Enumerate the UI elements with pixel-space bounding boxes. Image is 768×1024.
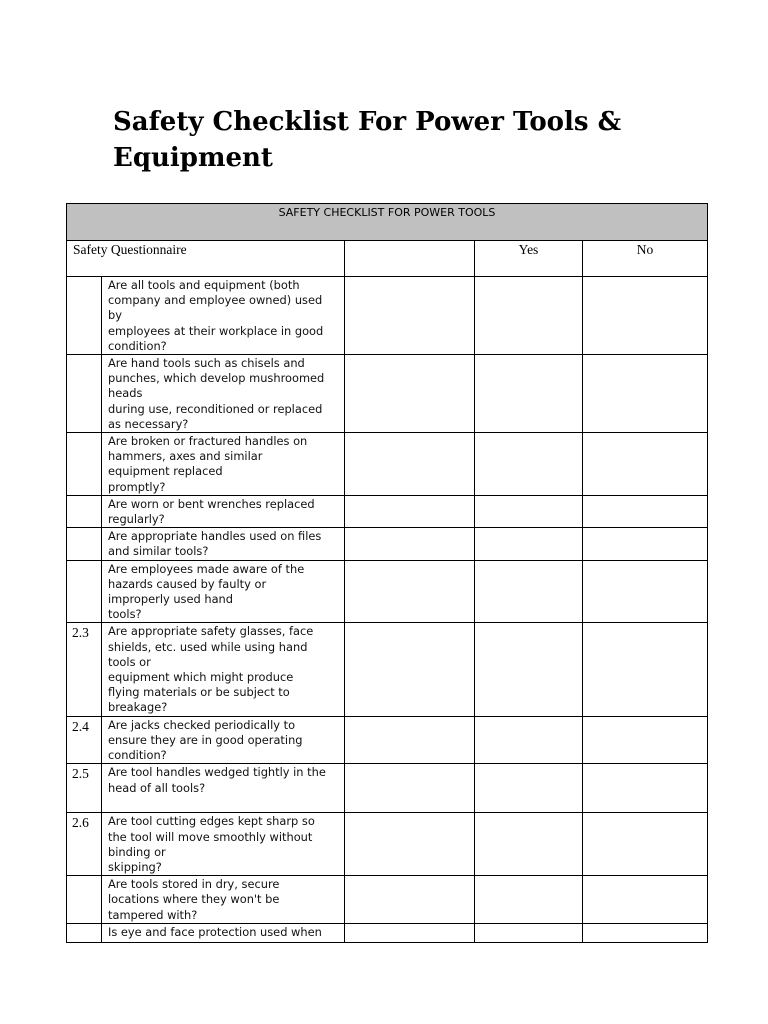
- yes-answer-cell[interactable]: [475, 528, 583, 560]
- question-cell: [102, 528, 345, 560]
- notes-cell[interactable]: [345, 764, 475, 813]
- row-number: [67, 277, 101, 281]
- question-text: Are worn or bent wrenches replaced regularly?: [108, 496, 315, 527]
- question-text: Are employees made aware of the hazards caused by faulty or improperly used hand tools?: [108, 561, 305, 622]
- column-header-no-label: No: [636, 242, 654, 257]
- question-text: Are all tools and equipment (both company and employee owned) used by employees at their workplace in good condition?: [108, 278, 324, 353]
- notes-cell[interactable]: [345, 355, 475, 433]
- table-row: [67, 813, 708, 876]
- row-number: 2.3: [72, 625, 89, 641]
- safety-checklist-table: [66, 203, 708, 943]
- column-header-row: [67, 241, 708, 277]
- column-header-question: [67, 241, 345, 277]
- notes-cell[interactable]: [345, 716, 475, 764]
- notes-cell[interactable]: [345, 495, 475, 527]
- question-text: Are appropriate safety glasses, face shields, etc. used while using hand tools or equipment which might produce flying materials or be subject to breakage?: [108, 624, 314, 715]
- question-cell: [102, 560, 345, 623]
- row-number: [67, 876, 101, 880]
- row-number: [67, 355, 101, 359]
- no-answer-cell[interactable]: [583, 716, 708, 764]
- no-answer-cell[interactable]: [583, 277, 708, 355]
- no-answer-cell[interactable]: [583, 560, 708, 623]
- row-number-cell: [67, 764, 102, 813]
- table-row: [67, 277, 708, 355]
- yes-answer-cell[interactable]: [475, 623, 583, 716]
- yes-answer-cell[interactable]: [475, 923, 583, 942]
- notes-cell[interactable]: [345, 813, 475, 876]
- row-number-cell: [67, 433, 102, 496]
- row-number-cell: [67, 623, 102, 716]
- question-text: Are tool cutting edges kept sharp so the tool will move smoothly without binding or skipping?: [108, 814, 315, 874]
- column-header-no: [583, 241, 708, 277]
- yes-answer-cell[interactable]: [475, 876, 583, 924]
- yes-answer-cell[interactable]: [475, 355, 583, 433]
- row-number: [67, 433, 101, 437]
- row-number-cell: [67, 355, 102, 433]
- question-text: Are broken or fractured handles on hammers, axes and similar equipment replaced promptly?: [108, 434, 308, 494]
- table-row: [67, 764, 708, 813]
- table-row: [67, 528, 708, 560]
- row-number-cell: [67, 923, 102, 942]
- question-text: Are jacks checked periodically to ensure they are in good operating condition?: [108, 717, 303, 763]
- row-number-cell: [67, 560, 102, 623]
- no-answer-cell[interactable]: [583, 528, 708, 560]
- notes-cell[interactable]: [345, 623, 475, 716]
- question-cell: [102, 923, 345, 942]
- question-cell: [102, 355, 345, 433]
- question-text: Are tool handles wedged tightly in the head of all tools?: [108, 765, 326, 795]
- row-number-cell: [67, 528, 102, 560]
- yes-answer-cell[interactable]: [475, 813, 583, 876]
- question-text: Are hand tools such as chisels and punches, which develop mushroomed heads during use, reconditioned or replaced as necessary?: [108, 356, 325, 431]
- table-header-row: [67, 204, 708, 241]
- row-number: 2.5: [72, 766, 89, 782]
- no-answer-cell[interactable]: [583, 876, 708, 924]
- table-row: [67, 433, 708, 496]
- question-cell: [102, 433, 345, 496]
- table-row: [67, 716, 708, 764]
- question-cell: [102, 623, 345, 716]
- table-row: [67, 923, 708, 942]
- page-title-line-1: Safety Checklist For Power Tools &: [113, 107, 622, 137]
- no-answer-cell[interactable]: [583, 623, 708, 716]
- row-number-cell: [67, 716, 102, 764]
- row-number: [67, 528, 101, 532]
- table-row: [67, 495, 708, 527]
- page-title: [113, 104, 633, 176]
- table-row: [67, 355, 708, 433]
- no-answer-cell[interactable]: [583, 813, 708, 876]
- question-text: Are appropriate handles used on files and similar tools?: [108, 529, 322, 559]
- table-header: [67, 204, 708, 241]
- table-row: [67, 623, 708, 716]
- table-row: [67, 876, 708, 924]
- question-cell: [102, 764, 345, 813]
- row-number: [67, 496, 101, 500]
- notes-cell[interactable]: [345, 876, 475, 924]
- yes-answer-cell[interactable]: [475, 560, 583, 623]
- no-answer-cell[interactable]: [583, 355, 708, 433]
- yes-answer-cell[interactable]: [475, 764, 583, 813]
- no-answer-cell[interactable]: [583, 433, 708, 496]
- notes-cell[interactable]: [345, 528, 475, 560]
- question-cell: [102, 813, 345, 876]
- question-cell: [102, 495, 345, 527]
- question-text: Are tools stored in dry, secure locations where they won't be tampered with?: [108, 877, 280, 922]
- notes-cell[interactable]: [345, 433, 475, 496]
- yes-answer-cell[interactable]: [475, 495, 583, 527]
- row-number: [67, 561, 101, 565]
- row-number-cell: [67, 495, 102, 527]
- column-header-notes: [345, 241, 475, 277]
- row-number-cell: [67, 813, 102, 876]
- column-header-yes-label: Yes: [518, 242, 539, 257]
- notes-cell[interactable]: [345, 923, 475, 942]
- question-cell: [102, 716, 345, 764]
- table-header-label: SAFETY CHECKLIST FOR POWER TOOLS: [278, 206, 496, 219]
- no-answer-cell[interactable]: [583, 495, 708, 527]
- no-answer-cell[interactable]: [583, 764, 708, 813]
- question-text: Is eye and face protection used when: [108, 924, 322, 939]
- notes-cell[interactable]: [345, 277, 475, 355]
- column-header-question-label: Safety Questionnaire: [73, 242, 187, 257]
- yes-answer-cell[interactable]: [475, 716, 583, 764]
- question-cell: [102, 876, 345, 924]
- yes-answer-cell[interactable]: [475, 277, 583, 355]
- row-number: 2.4: [72, 718, 89, 734]
- no-answer-cell[interactable]: [583, 923, 708, 942]
- row-number: 2.6: [72, 815, 89, 831]
- notes-cell[interactable]: [345, 560, 475, 623]
- column-header-yes: [475, 241, 583, 277]
- row-number-cell: [67, 277, 102, 355]
- row-number: [67, 924, 101, 928]
- question-cell: [102, 277, 345, 355]
- row-number-cell: [67, 876, 102, 924]
- yes-answer-cell[interactable]: [475, 433, 583, 496]
- table-row: [67, 560, 708, 623]
- page-title-line-2: Equipment: [113, 143, 273, 173]
